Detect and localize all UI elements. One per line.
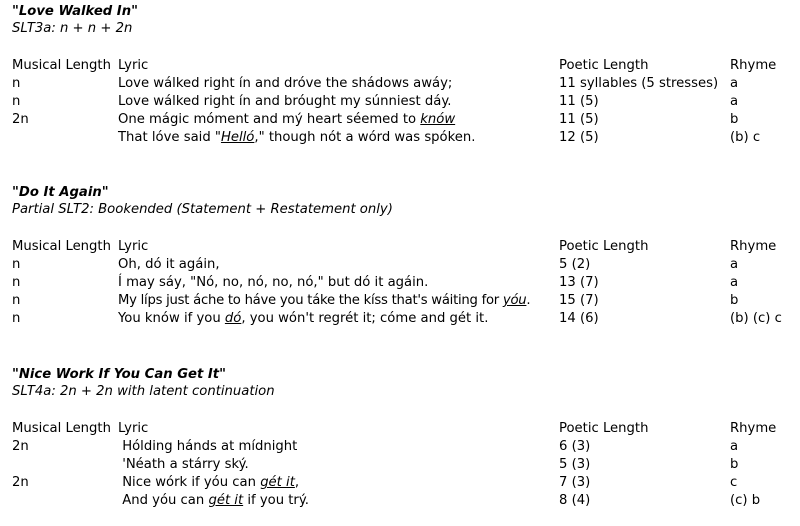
rhyme-cell: a <box>730 275 739 290</box>
lyric-text: That lóve said " <box>118 130 221 145</box>
song-title: "Love Walked In" <box>12 4 138 19</box>
lyric-text: ," though nót a wórd was spóken. <box>254 130 476 145</box>
musical-length-cell: n <box>12 257 21 272</box>
musical-length-cell: n <box>12 311 21 326</box>
lyric-text: Love wálked right ín and bróught my súnniest dáy. <box>118 94 452 109</box>
rhyme-cell: a <box>730 94 739 109</box>
rhyme-cell: c <box>730 475 738 490</box>
lyric-cell <box>118 75 452 93</box>
lyric-text: , you wón't regrét it; cóme and gét it. <box>241 311 489 326</box>
table-row <box>12 129 798 147</box>
header-poetic-length: Poetic Length <box>559 239 649 254</box>
header-rhyme: Rhyme <box>730 421 777 436</box>
poetic-length-cell: 15 (7) <box>559 293 599 308</box>
song-form: Partial SLT2: Bookended (Statement + Restatement only) <box>12 202 393 217</box>
song-love-walked-in <box>12 3 798 147</box>
emphasized-word: dó <box>224 311 242 326</box>
table-row <box>12 75 798 93</box>
rhyme-cell: (b) (c) c <box>730 311 782 326</box>
header-lyric: Lyric <box>118 239 149 254</box>
musical-length-cell: n <box>12 293 21 308</box>
lyric-text: . <box>526 293 531 308</box>
song-title: "Nice Work If You Can Get It" <box>12 367 226 382</box>
musical-length-cell: 2n <box>12 475 29 490</box>
poetic-length-cell: 11 syllables (5 stresses) <box>559 76 719 91</box>
poetic-length-cell: 8 (4) <box>559 493 591 508</box>
header-poetic-length: Poetic Length <box>559 58 649 73</box>
lyric-text: Nice wórk if yóu can <box>118 475 261 490</box>
emphasized-word: knów <box>420 112 456 127</box>
poetic-length-cell: 6 (3) <box>559 439 591 454</box>
poetic-length-cell: 5 (3) <box>559 457 591 472</box>
header-musical-length: Musical Length <box>12 58 111 73</box>
table-row <box>12 274 798 292</box>
poetic-length-cell: 13 (7) <box>559 275 599 290</box>
header-rhyme: Rhyme <box>730 58 777 73</box>
song-title: "Do It Again" <box>12 185 109 200</box>
table-row <box>12 111 798 129</box>
lyric-text: You knów if you <box>118 311 225 326</box>
header-musical-length: Musical Length <box>12 421 111 436</box>
header-rhyme: Rhyme <box>730 239 777 254</box>
lyric-text: Oh, dó it agáin, <box>118 257 220 272</box>
poetic-length-cell: 14 (6) <box>559 311 599 326</box>
poetic-length-cell: 12 (5) <box>559 130 599 145</box>
lyric-cell <box>118 256 220 274</box>
table-row <box>12 492 798 510</box>
musical-length-cell: n <box>12 94 21 109</box>
rhyme-cell: (c) b <box>730 493 761 508</box>
musical-length-cell: 2n <box>12 439 29 454</box>
lyric-cell <box>118 474 299 492</box>
rhyme-cell: b <box>730 457 739 472</box>
emphasized-word: gét it <box>260 475 295 490</box>
lyric-text: 'Néath a stárry ský. <box>118 457 249 472</box>
lyric-cell <box>118 492 309 510</box>
rhyme-cell: a <box>730 439 739 454</box>
header-lyric: Lyric <box>118 421 149 436</box>
header-row <box>12 420 798 438</box>
rhyme-cell: b <box>730 293 739 308</box>
table-row <box>12 438 798 456</box>
emphasized-word: yóu <box>502 293 527 308</box>
song-nice-work <box>12 366 798 510</box>
poetic-length-cell: 7 (3) <box>559 475 591 490</box>
lyric-text: Hólding hánds at mídnight <box>118 439 298 454</box>
lyric-text: One mágic móment and mý heart séemed to <box>118 112 421 127</box>
table-row <box>12 474 798 492</box>
header-lyric: Lyric <box>118 58 149 73</box>
lyric-cell <box>118 310 488 328</box>
lyric-cell <box>118 93 451 111</box>
poetic-length-cell: 5 (2) <box>559 257 591 272</box>
song-form: SLT3a: n + n + 2n <box>12 21 133 36</box>
lyric-cell <box>118 274 428 292</box>
lyric-cell <box>118 438 297 456</box>
poetic-length-cell: 11 (5) <box>559 112 599 127</box>
musical-length-cell: n <box>12 275 21 290</box>
lyric-text: And yóu can <box>118 493 209 508</box>
lyric-cell <box>118 292 530 310</box>
musical-length-cell: 2n <box>12 112 29 127</box>
emphasized-word: Helló <box>220 130 255 145</box>
header-poetic-length: Poetic Length <box>559 421 649 436</box>
header-row <box>12 238 798 256</box>
lyric-text: Love wálked right ín and dróve the shádows awáy; <box>118 76 453 91</box>
emphasized-word: gét it <box>208 493 244 508</box>
lyric-text: Í may sáy, "Nó, no, nó, no, nó," but dó it agáin. <box>118 275 429 290</box>
lyric-cell <box>118 111 455 129</box>
rhyme-cell: a <box>730 257 739 272</box>
lyric-text: , <box>294 475 300 490</box>
table-row <box>12 310 798 328</box>
lyric-cell <box>118 129 475 147</box>
table-row <box>12 292 798 310</box>
poetic-length-cell: 11 (5) <box>559 94 599 109</box>
lyric-cell <box>118 456 249 474</box>
lyric-text: if you trý. <box>243 493 309 508</box>
song-form: SLT4a: 2n + 2n with latent continuation <box>12 384 275 399</box>
table-row <box>12 456 798 474</box>
rhyme-cell: (b) c <box>730 130 761 145</box>
header-musical-length: Musical Length <box>12 239 111 254</box>
musical-length-cell: n <box>12 76 21 91</box>
table-row <box>12 256 798 274</box>
song-do-it-again <box>12 184 798 328</box>
rhyme-cell: a <box>730 76 739 91</box>
rhyme-cell: b <box>730 112 739 127</box>
header-row <box>12 57 798 75</box>
table-row <box>12 93 798 111</box>
lyric-text: My líps just áche to háve you táke the kíss that's wáiting for <box>118 293 503 308</box>
